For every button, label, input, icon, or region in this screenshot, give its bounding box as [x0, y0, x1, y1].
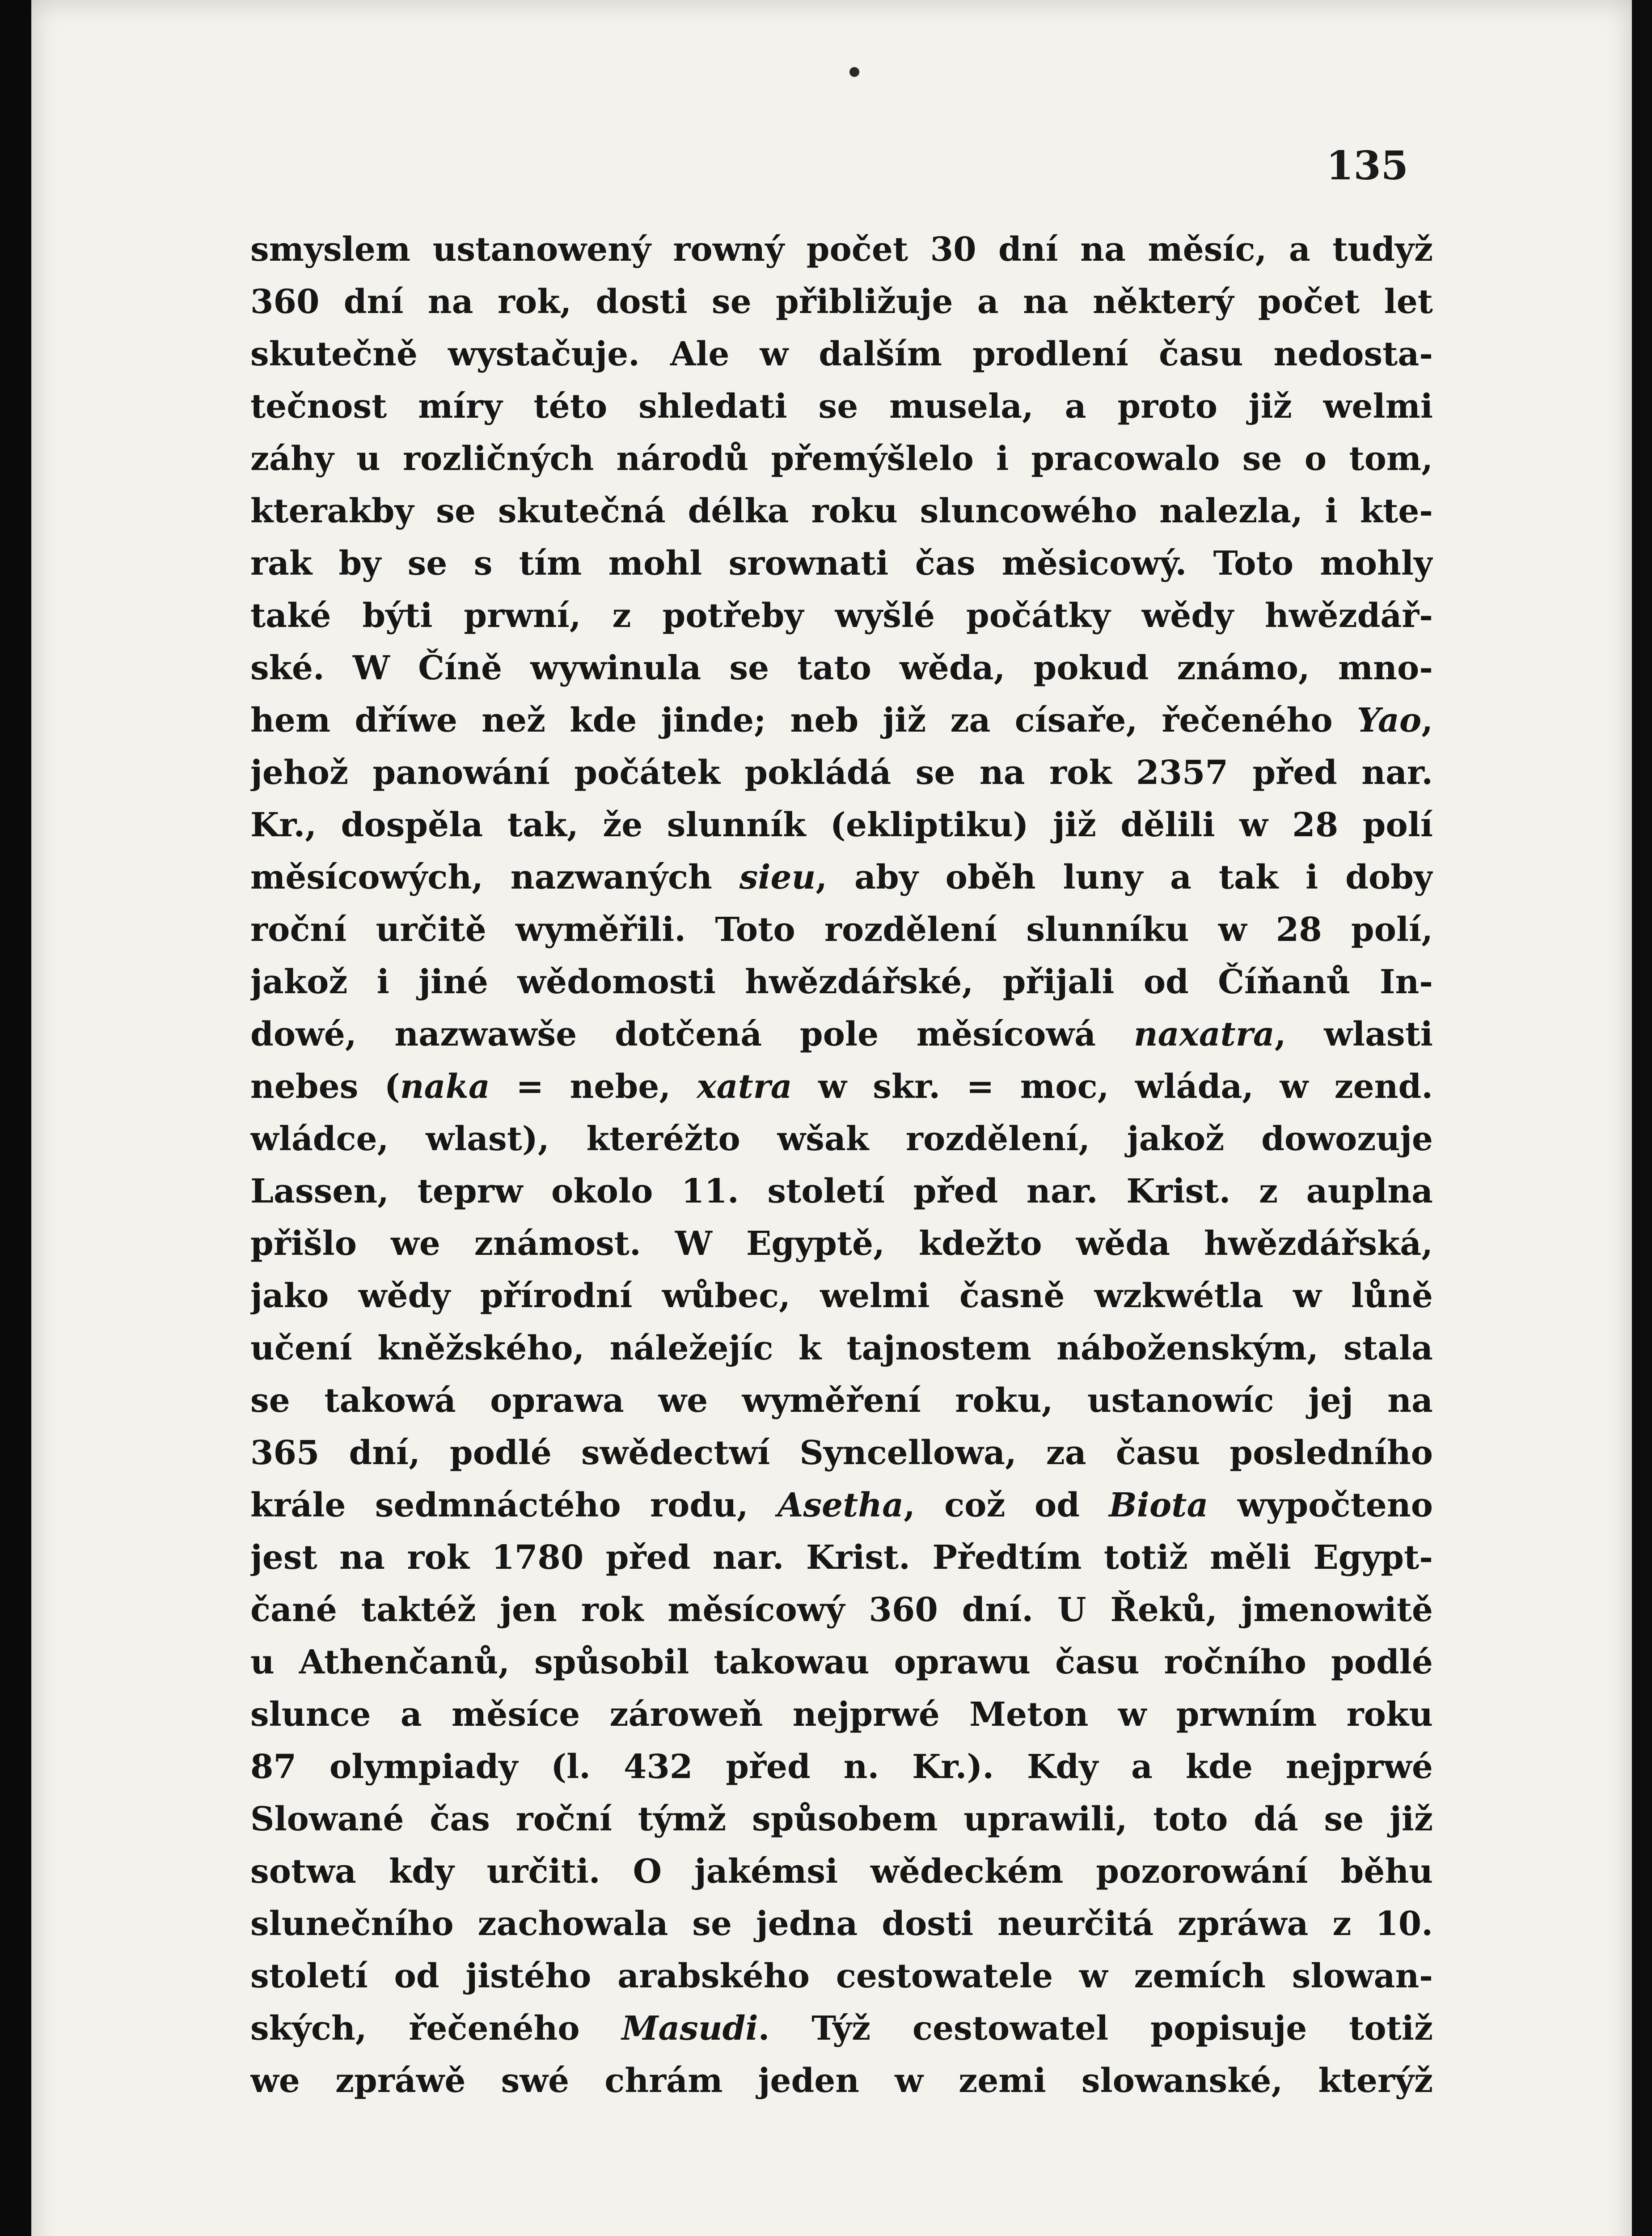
text-segment: jako wědy přírodní wůbec, welmi časně wzkwétla w lůně	[250, 1277, 1433, 1315]
text-segment: we zpráwě swé chrám jeden w zemi slowanské, kterýž	[250, 2062, 1433, 2100]
text-line	[250, 1113, 1433, 1165]
text-line	[250, 1741, 1433, 1793]
text-line	[250, 747, 1433, 799]
text-line	[250, 1584, 1433, 1636]
text-segment: tečnost míry této shledati se musela, a proto již welmi	[250, 387, 1433, 426]
text-segment: skutečně wystačuje. Ale w dalším prodlení času nedosta-	[250, 335, 1433, 373]
text-segment: krále sedmnáctého rodu,	[250, 1486, 777, 1525]
text-segment: . Týž cestowatel popisuje totiž	[758, 2009, 1433, 2048]
text-segment: jest na rok 1780 před nar. Krist. Předtím totiž měli Egypt-	[250, 1538, 1433, 1577]
text-segment: dowé, nazwawše dotčená pole měsícowá	[250, 1015, 1134, 1054]
text-line	[250, 1793, 1433, 1846]
text-line	[250, 1898, 1433, 1950]
text-segment: , aby oběh luny a tak i doby	[815, 858, 1433, 897]
text-segment: učení kněžského, náležejíc k tajnostem náboženským, stala	[250, 1329, 1433, 1368]
text-segment: wypočteno	[1208, 1486, 1433, 1525]
text-line	[250, 1218, 1433, 1270]
text-segment: čané taktéž jen rok měsícowý 360 dní. U Řeků, jmenowitě	[250, 1591, 1433, 1629]
text-segment: rak by se s tím mohl srownati čas měsicowý. Toto mohly	[250, 544, 1433, 583]
text-line	[250, 1375, 1433, 1427]
text-segment: roční určitě wyměřili. Toto rozdělení slunníku w 28 polí,	[250, 910, 1433, 949]
text-segment: w skr. = moc, wláda, w zend.	[792, 1067, 1433, 1106]
italic-term: naxatra	[1133, 1015, 1275, 1054]
scan-border-right	[1632, 0, 1652, 2236]
text-segment: Slowané čas roční týmž spůsobem uprawili, toto dá se již	[250, 1800, 1433, 1838]
italic-term: Masudi	[621, 2009, 758, 2048]
italic-term: sieu	[739, 858, 816, 897]
text-line	[250, 1322, 1433, 1375]
text-segment: jehož panowání počátek pokládá se na rok 2357 před nar.	[250, 754, 1433, 792]
text-segment: hem dříwe než kde jinde; neb již za císaře, řečeného	[250, 701, 1357, 740]
text-segment: wládce, wlast), kteréžto wšak rozdělení, jakož dowozuje	[250, 1120, 1433, 1158]
text-line	[250, 1061, 1433, 1113]
italic-term: Biota	[1109, 1486, 1208, 1525]
text-line	[250, 956, 1433, 1008]
text-segment: ské. W Číně wywinula se tato wěda, pokud známo, mno-	[250, 649, 1433, 687]
text-segment: měsícowých, nazwaných	[250, 858, 739, 897]
text-segment: také býti prwní, z potřeby wyšlé počátky wědy hwězdář-	[250, 597, 1433, 635]
text-line	[250, 590, 1433, 642]
text-line	[250, 224, 1433, 276]
text-line	[250, 1950, 1433, 2003]
text-line	[250, 1689, 1433, 1741]
text-segment: záhy u rozličných národů přemýšlelo i pracowalo se o tom,	[250, 440, 1433, 478]
text-segment: slunce a měsíce zároweň nejprwé Meton w prwním roku	[250, 1695, 1433, 1734]
italic-term: naka	[400, 1067, 490, 1106]
text-line	[250, 485, 1433, 538]
text-segment: století od jistého arabského cestowatele w zemích slowan-	[250, 1957, 1433, 1995]
text-segment: 360 dní na rok, dosti se přibližuje a na některý počet let	[250, 283, 1433, 321]
text-line	[250, 2003, 1433, 2055]
italic-term: Yao	[1356, 701, 1422, 740]
text-line	[250, 1270, 1433, 1322]
text-segment: kterakby se skutečná délka roku sluncowého nalezla, i kte-	[250, 492, 1433, 530]
text-segment: ských, řečeného	[250, 2009, 622, 2048]
text-line	[250, 1532, 1433, 1584]
text-line	[250, 538, 1433, 590]
italic-term: Asetha	[777, 1486, 904, 1525]
text-segment: , což od	[904, 1486, 1109, 1525]
text-segment: nebes (	[250, 1067, 400, 1106]
text-line	[250, 276, 1433, 328]
text-line	[250, 433, 1433, 485]
text-line	[250, 1008, 1433, 1061]
text-segment: přišlo we známost. W Egyptě, kdežto wěda hwězdářská,	[250, 1224, 1433, 1263]
text-line	[250, 1846, 1433, 1898]
text-line	[250, 328, 1433, 381]
text-line	[250, 381, 1433, 433]
text-segment: 87 olympiady (l. 432 před n. Kr.). Kdy a kde nejprwé	[250, 1748, 1433, 1786]
text-line	[250, 904, 1433, 956]
text-segment: u Athenčanů, spůsobil takowau oprawu času ročního podlé	[250, 1643, 1433, 1681]
text-segment: smyslem ustanowený rowný počet 30 dní na měsíc, a tudyž	[250, 230, 1433, 269]
text-line	[250, 1427, 1433, 1479]
text-line	[250, 1636, 1433, 1689]
text-segment: sotwa kdy určiti. O jakémsi wědeckém pozorowání běhu	[250, 1852, 1433, 1891]
text-line	[250, 2055, 1433, 2107]
text-line	[250, 642, 1433, 695]
body-text	[250, 224, 1433, 2107]
text-line	[250, 695, 1433, 747]
text-segment: se takowá oprawa we wyměření roku, ustanowíc jej na	[250, 1381, 1433, 1420]
ink-speck	[849, 67, 859, 77]
text-segment: jakož i jiné wědomosti hwězdářské, přijali od Číňanů In-	[250, 963, 1433, 1001]
text-line	[250, 1479, 1433, 1532]
text-segment: Kr., dospěla tak, že slunník (ekliptiku) již dělili w 28 polí	[250, 806, 1433, 844]
page-number: 135	[1326, 142, 1408, 189]
text-segment: slunečního zachowala se jedna dosti neurčitá zpráwa z 10.	[250, 1905, 1433, 1943]
text-line	[250, 1165, 1433, 1218]
text-segment: = nebe,	[490, 1067, 697, 1106]
text-segment: ,	[1421, 701, 1433, 740]
text-line	[250, 851, 1433, 904]
text-line	[250, 799, 1433, 851]
italic-term: xatra	[697, 1067, 792, 1106]
text-segment: 365 dní, podlé swědectwí Syncellowa, za času posledního	[250, 1434, 1433, 1472]
scan-border-left	[0, 0, 31, 2236]
book-page	[31, 0, 1632, 2236]
text-segment: , wlasti	[1274, 1015, 1433, 1054]
text-segment: Lassen, teprw okolo 11. století před nar. Krist. z auplna	[250, 1172, 1433, 1211]
